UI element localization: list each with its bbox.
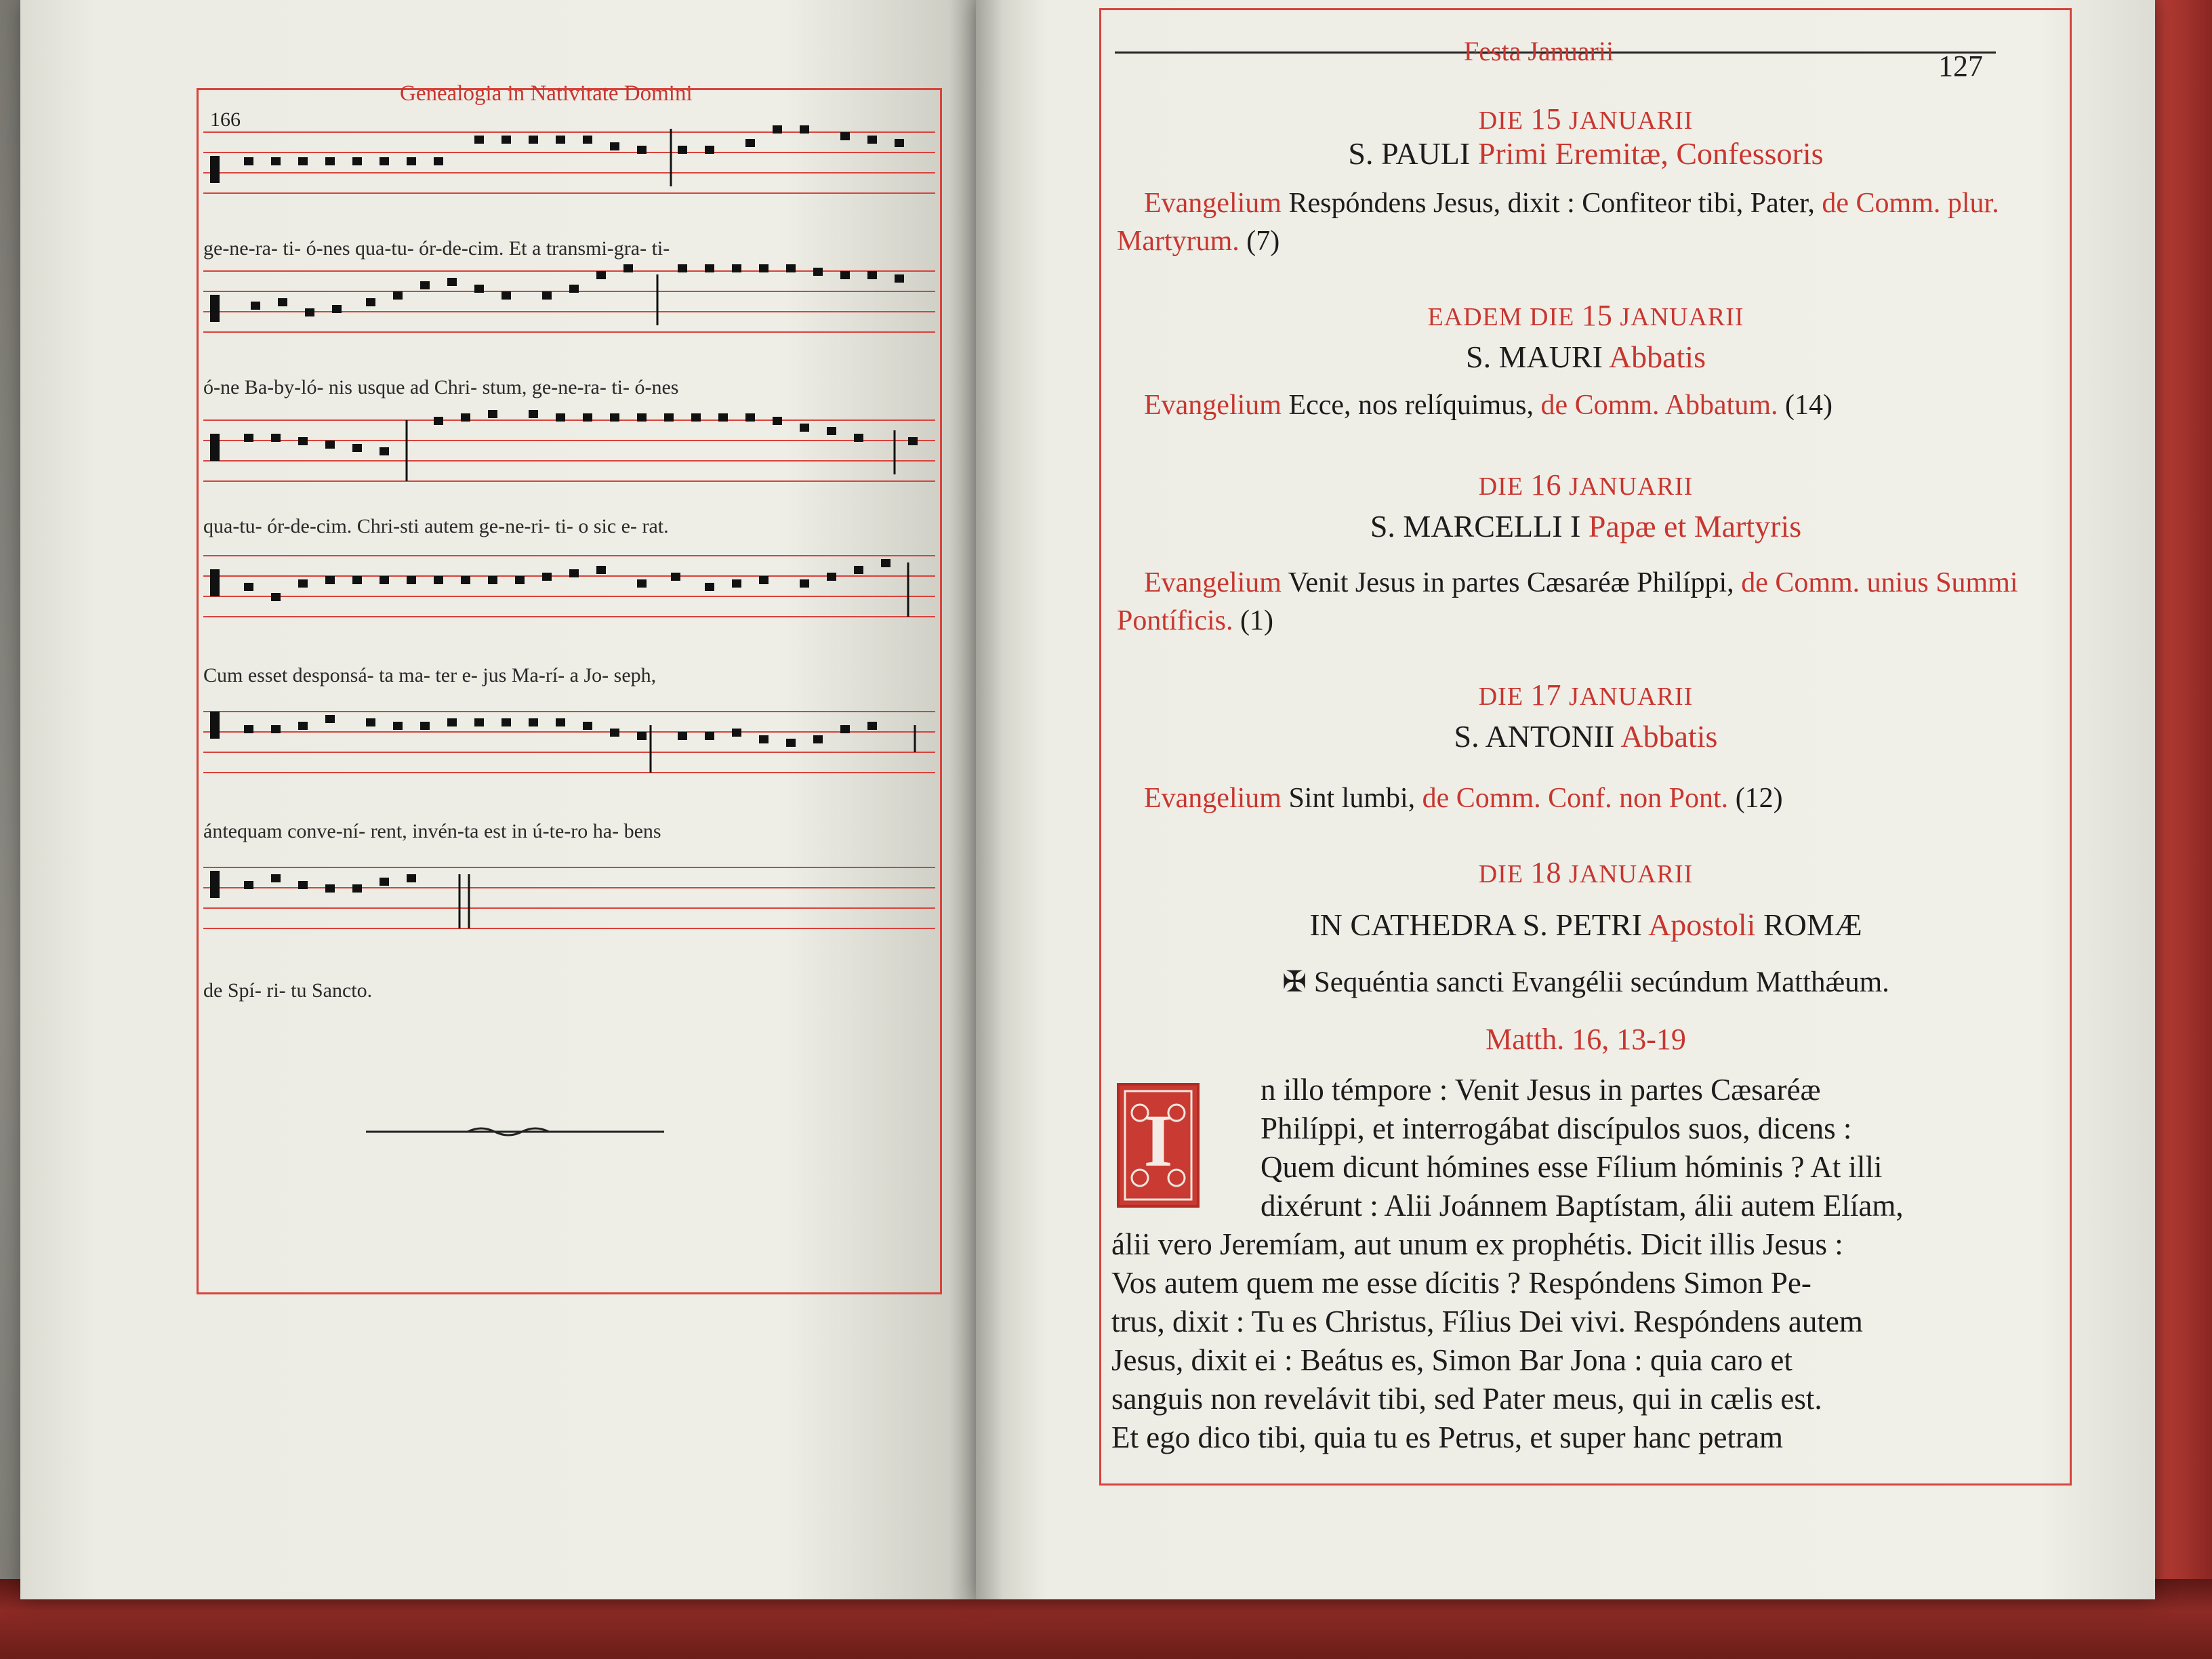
entry-title: S. MAURI Abbatis — [1465, 340, 1706, 374]
feast-date: DIE 18 JANUARII — [1478, 856, 1694, 889]
entry-date: EADEM DIE 15 JANUARII — [1427, 299, 1744, 332]
entry-title: S. PAULI Primi Eremitæ, Confessoris — [1348, 136, 1824, 171]
entry-title: S. ANTONII Abbatis — [1454, 719, 1718, 754]
gospel-sequence: ✠ Sequéntia sancti Evangélii secúndum Matthǽum. — [1282, 966, 1889, 998]
chant-staff-3 — [203, 407, 935, 488]
gospel-line: Philíppi, et interrogábat discípulos suos, dicens : — [1261, 1111, 1852, 1145]
chant-lyric-3: qua-tu- ór-de-cim. Chri-sti autem ge-ne-ri- ti- o sic e- rat. — [203, 515, 669, 537]
chant-staff-2 — [203, 258, 935, 339]
chant-staff-6 — [203, 854, 935, 935]
right-running-head: Festa Januarii — [1464, 36, 1614, 66]
entry-gospel: Evangelium Venit Jesus in partes Cæsaréæ Philíppi, de Comm. unius Summi Pontíficis. (1) — [1117, 567, 2018, 636]
chant-lyric-6: de Spí- ri- tu Sancto. — [203, 979, 373, 1002]
entry-gospel: Evangelium Ecce, nos relíquimus, de Comm. Abbatum. (14) — [1144, 390, 1833, 421]
gospel-line: trus, dixit : Tu es Christus, Fílius Dei vivi. Respóndens autem — [1111, 1305, 1863, 1338]
entry-gospel: Evangelium Sint lumbi, de Comm. Conf. non Pont. (12) — [1144, 783, 1783, 814]
chant-staff-4 — [203, 542, 935, 623]
book-gutter-shadow — [949, 0, 1003, 1599]
gospel-line: Vos autem quem me esse dícitis ? Respóndens Simon Pe- — [1111, 1266, 1811, 1300]
chant-lyric-1: ge-ne-ra- ti- ó-nes qua-tu- ór-de-cim. Et a transmi-gra- ti- — [203, 237, 670, 260]
chant-lyric-2: ó-ne Ba-by-ló- nis usque ad Chri- stum, ge-ne-ra- ti- ó-nes — [203, 376, 679, 398]
gospel-line: sanguis non revelávit tibi, sed Pater meus, qui in cælis est. — [1111, 1382, 1822, 1416]
entry-date: DIE 16 JANUARII — [1478, 468, 1694, 501]
gospel-line: Quem dicunt hómines esse Fílium hóminis ? At illi — [1261, 1150, 1883, 1184]
left-page-number: 166 — [210, 108, 241, 131]
initial-letter: I — [1143, 1099, 1173, 1182]
entry-date: DIE 17 JANUARII — [1478, 678, 1694, 712]
chant-staff-5 — [203, 698, 935, 779]
entry-gospel: Evangelium Respóndens Jesus, dixit : Confiteor tibi, Pater, de Comm. plur. Martyrum. (7) — [1117, 188, 1999, 257]
gospel-line: n illo témpore : Venit Jesus in partes Cæsaréæ — [1261, 1073, 1821, 1107]
gospel-line: Et ego dico tibi, quia tu es Petrus, et super hanc petram — [1111, 1420, 1783, 1454]
entry-date: DIE 15 JANUARII — [1478, 102, 1694, 136]
ornament-divider — [366, 1125, 664, 1139]
left-running-head: Genealogia in Nativitate Domini — [400, 81, 693, 106]
gospel-line: dixérunt : Alii Joánnem Baptístam, álii autem Elíam, — [1261, 1189, 1904, 1223]
gospel-text — [1111, 1071, 2094, 1457]
gospel-line: álii vero Jeremíam, aut unum ex prophétis. Dicit illis Jesus : — [1111, 1227, 1843, 1261]
chant-staff-1 — [203, 119, 935, 200]
gospel-line: Jesus, dixit ei : Beátus es, Simon Bar Jona : quia caro et — [1111, 1343, 1793, 1377]
chant-lyric-5: ántequam conve-ní- rent, invén-ta est in ú-te-ro ha- bens — [203, 820, 661, 842]
scripture-reference: Matth. 16, 13-19 — [1486, 1023, 1686, 1056]
entry-title: S. MARCELLI I Papæ et Martyris — [1370, 509, 1802, 544]
right-page-number: 127 — [1938, 49, 1983, 83]
feast-title: IN CATHEDRA S. PETRI Apostoli ROMÆ — [1309, 907, 1862, 942]
chant-lyric-4: Cum esset desponsá- ta ma- ter e- jus Ma-rí- a Jo- seph, — [203, 664, 657, 687]
